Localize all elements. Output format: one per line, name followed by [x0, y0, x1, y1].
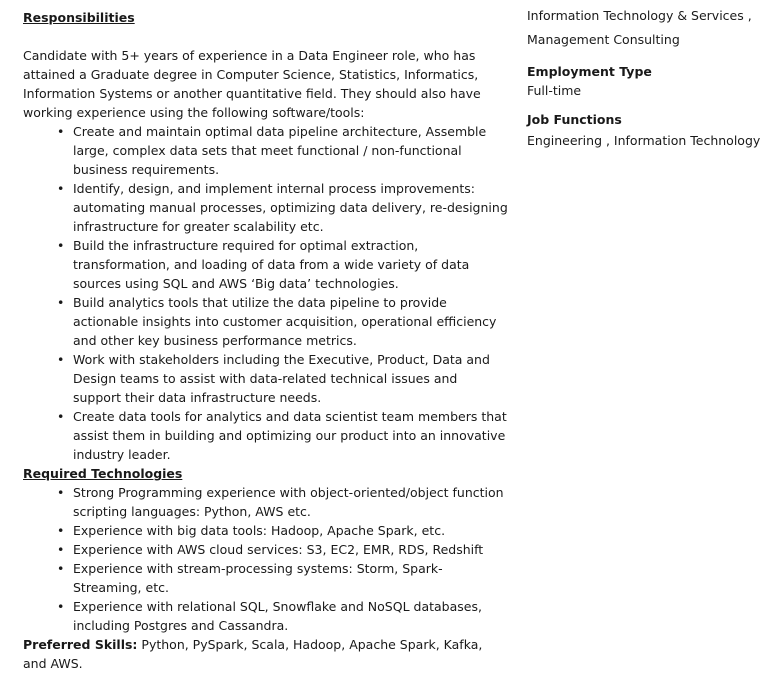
job-functions-value: Engineering , Information Technology — [527, 133, 761, 148]
employment-type-label: Employment Type — [527, 64, 652, 79]
bullet-icon: • — [57, 485, 65, 500]
bullet-icon: • — [57, 542, 65, 557]
responsibilities-intro: Candidate with 5+ years of experience in a Data Engineer role, who has attained a Graduate degree in Computer Science, Statistics, Informatics, Information Systems or another quantitative field. They should also have working experience using the following software/tools: — [23, 48, 481, 120]
bullet-icon: • — [57, 238, 65, 253]
responsibilities-heading: Responsibilities — [23, 10, 135, 25]
list-item: • Experience with relational SQL, Snowflake and NoSQL databases, including Postgres and Cassandra. — [57, 599, 482, 633]
bullet-icon: • — [57, 352, 65, 367]
bullet-icon: • — [57, 561, 65, 576]
bullet-icon: • — [57, 599, 65, 614]
industry-value: Management Consulting — [527, 32, 680, 47]
job-criteria — [527, 4, 777, 153]
preferred-skills — [23, 635, 508, 673]
job-functions-label: Job Functions — [527, 112, 622, 127]
list-item: • Strong Programming experience with object-oriented/object function scripting languages: Python, AWS etc. — [57, 485, 504, 519]
preferred-skills-label: Preferred Skills: — [23, 637, 138, 652]
bullet-icon: • — [57, 124, 65, 139]
employment-type-value: Full-time — [527, 83, 582, 98]
industry-value: Information Technology & Services , — [527, 8, 752, 23]
list-item: • Experience with stream-processing systems: Storm, Spark-Streaming, etc. — [57, 561, 443, 595]
list-item: • Create and maintain optimal data pipeline architecture, Assemble large, complex data sets that meet functional / non-functional business requirements. — [57, 124, 487, 177]
bullet-icon: • — [57, 295, 65, 310]
bullet-icon: • — [57, 181, 65, 196]
list-item: • Build the infrastructure required for optimal extraction, transformation, and loading of data from a wide variety of data sources using SQL and AWS ‘Big data’ technologies. — [57, 238, 470, 291]
list-item: • Identify, design, and implement internal process improvements: automating manual processes, optimizing data delivery, re-designing infrastructure for greater scalability etc. — [57, 181, 508, 234]
required-technologies-list — [23, 483, 508, 635]
bullet-icon: • — [57, 409, 65, 424]
list-item: • Work with stakeholders including the Executive, Product, Data and Design teams to assist with data-related technical issues and support their data infrastructure needs. — [57, 352, 490, 405]
list-item: • Create data tools for analytics and data scientist team members that assist them in building and optimizing our product into an innovative industry leader. — [57, 409, 507, 462]
responsibilities-list — [23, 122, 508, 464]
required-technologies-heading: Required Technologies — [23, 466, 183, 481]
preferred-skills-value: Python, PySpark, Scala, Hadoop, Apache Spark, Kafka, and AWS. — [23, 637, 483, 671]
job-description — [23, 8, 508, 673]
bullet-icon: • — [57, 523, 65, 538]
list-item: • Experience with big data tools: Hadoop, Apache Spark, etc. — [57, 523, 446, 538]
list-item: • Experience with AWS cloud services: S3, EC2, EMR, RDS, Redshift — [57, 542, 484, 557]
list-item: • Build analytics tools that utilize the data pipeline to provide actionable insights into customer acquisition, operational efficiency and other key business performance metrics. — [57, 295, 497, 348]
